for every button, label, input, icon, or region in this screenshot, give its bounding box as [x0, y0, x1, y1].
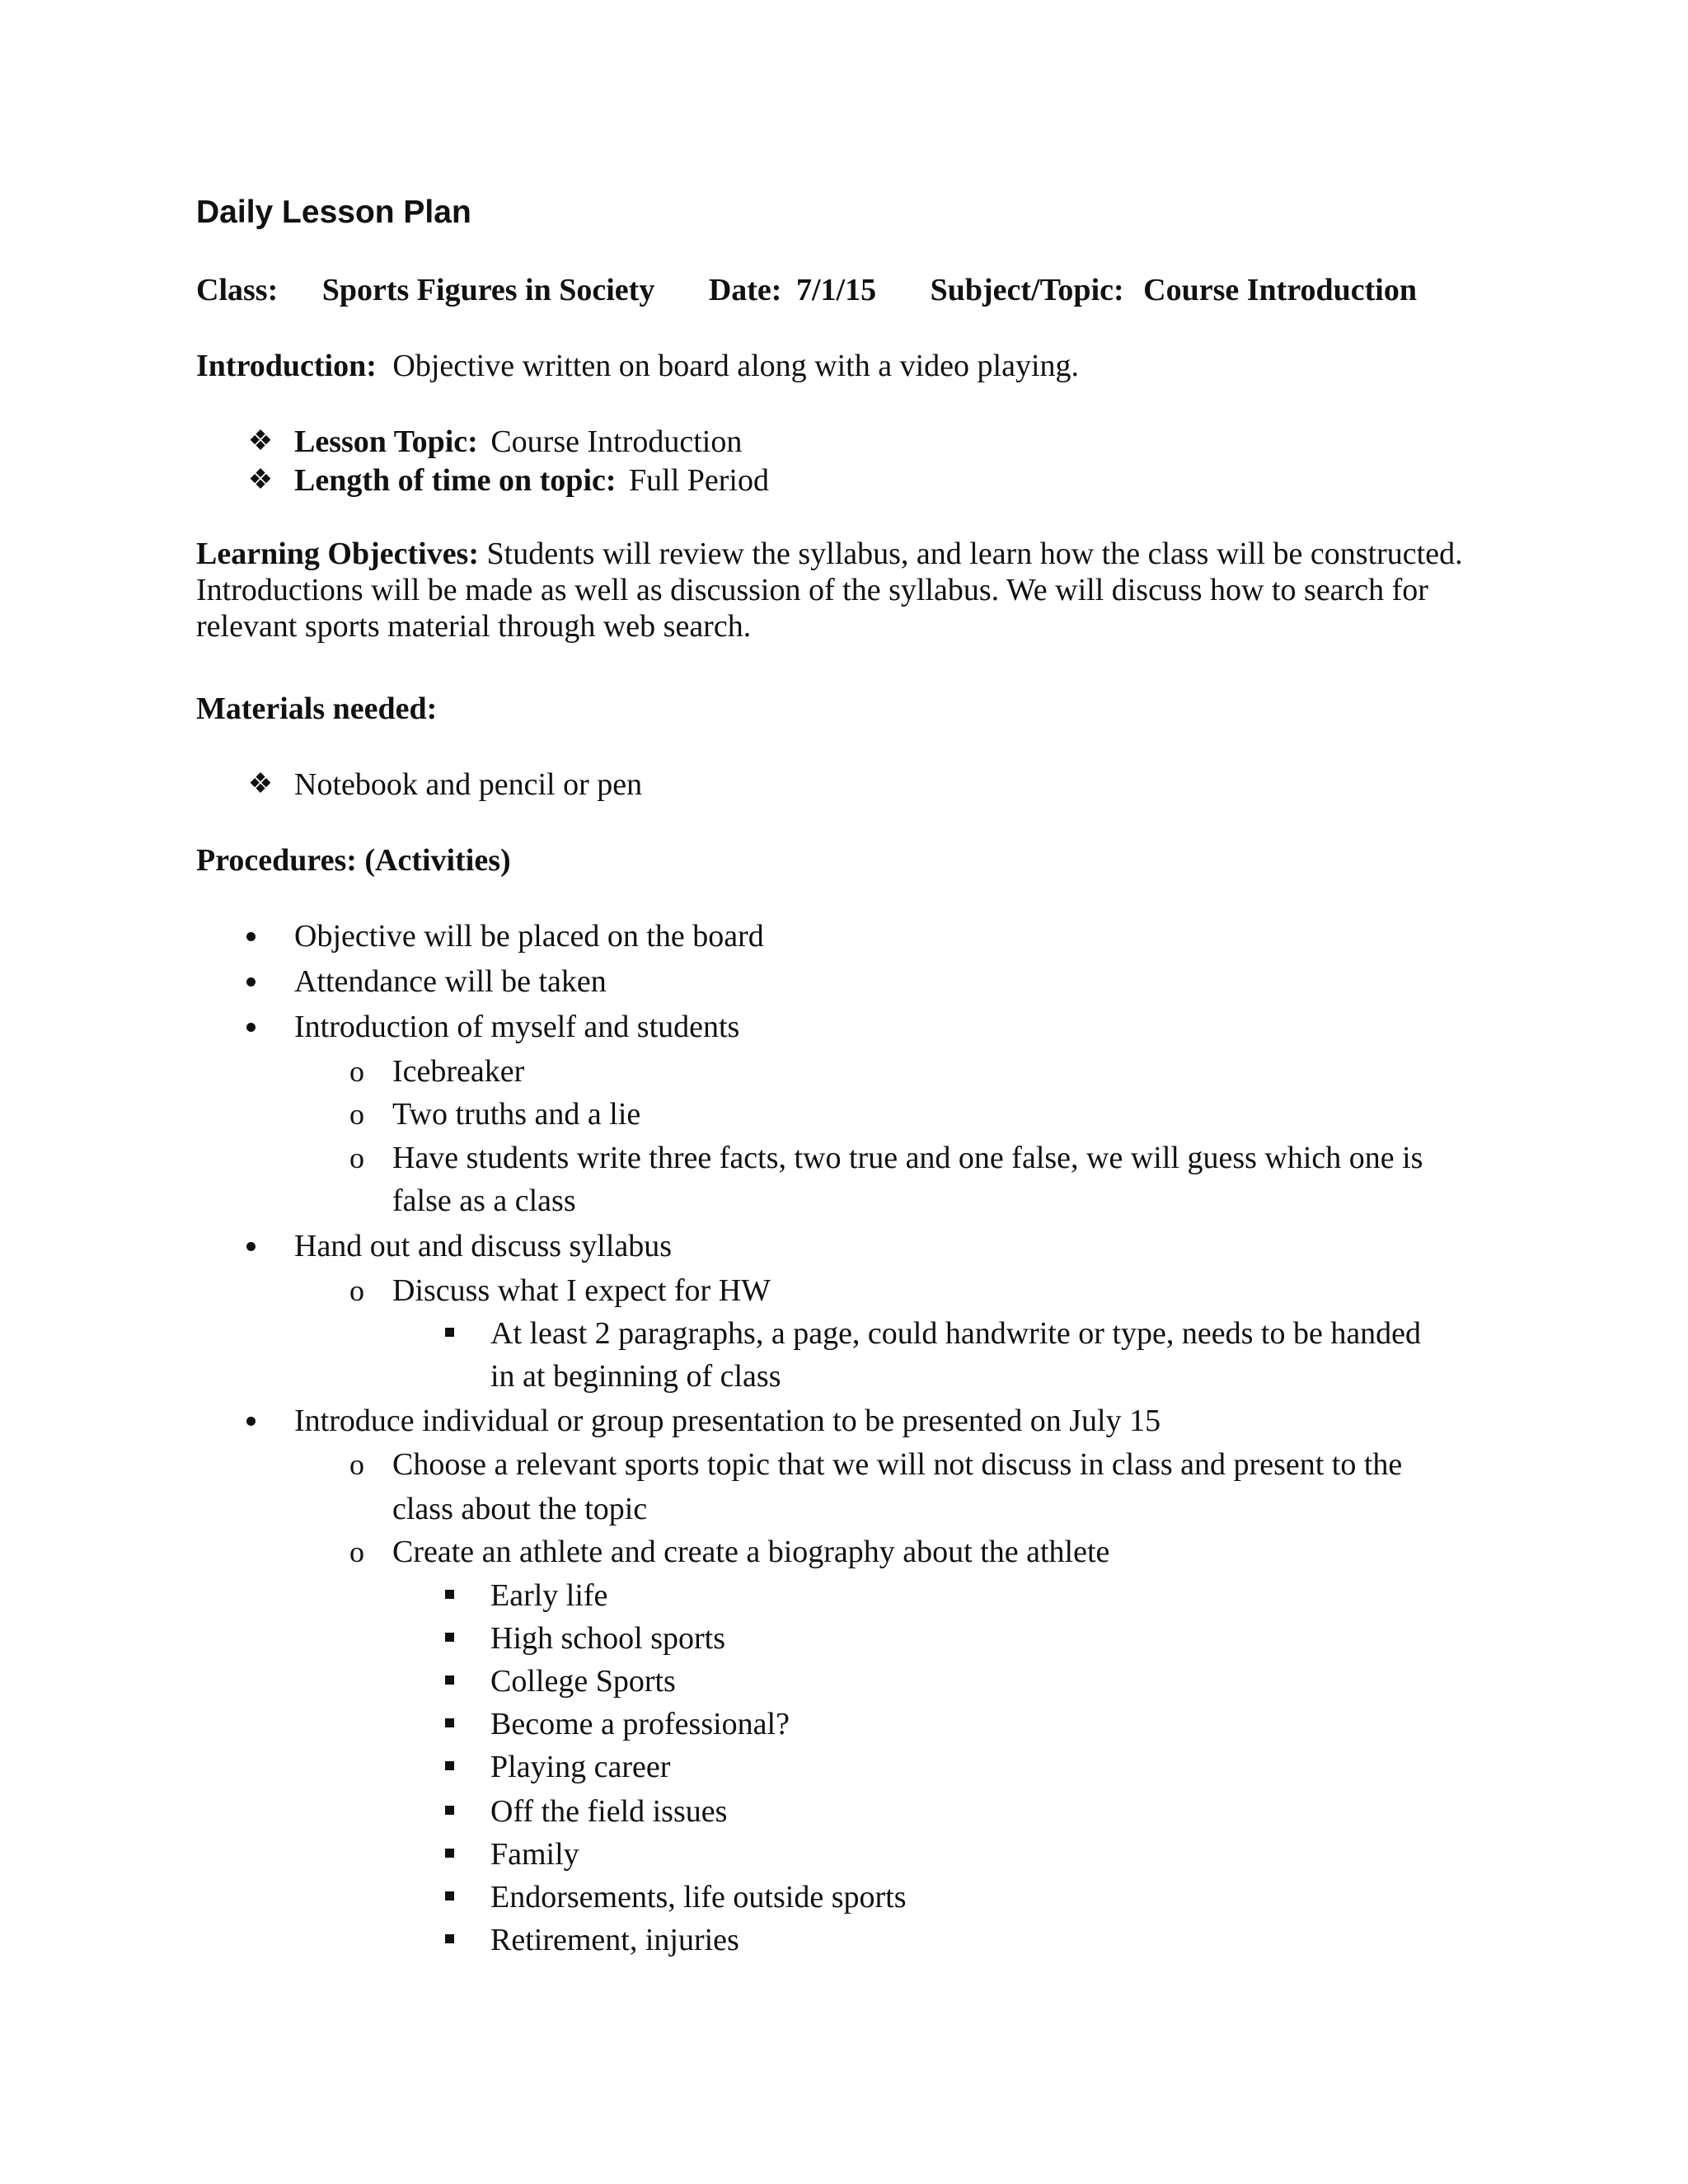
- date-value: 7/1/15: [795, 273, 877, 307]
- circle-bullet-icon: o: [349, 1535, 364, 1568]
- subject-value: Course Introduction: [1143, 273, 1417, 307]
- procedure-subitem: Discuss what I expect for HW: [392, 1273, 771, 1308]
- procedure-item: Introduce individual or group presentation to be presented on July 15: [294, 1404, 1161, 1438]
- class-info-line: [196, 269, 1417, 312]
- procedure-subitem-continuation: false as a class: [392, 1183, 576, 1218]
- circle-bullet-icon: o: [349, 1274, 364, 1307]
- athlete-bio-item: Playing career: [490, 1750, 671, 1784]
- procedure-item: Objective will be placed on the board: [294, 919, 764, 954]
- class-label: Class:: [196, 273, 279, 307]
- athlete-bio-item: High school sports: [490, 1621, 725, 1656]
- athlete-bio-item: Retirement, injuries: [490, 1923, 739, 1957]
- procedure-item: Attendance will be taken: [294, 964, 607, 999]
- procedure-subitem: Choose a relevant sports topic that we will not discuss in class and present to the: [392, 1447, 1403, 1482]
- date-label: Date:: [708, 273, 782, 307]
- topic-item: [294, 459, 769, 502]
- athlete-bio-item: Early life: [490, 1578, 608, 1613]
- athlete-bio-item: Become a professional?: [490, 1707, 790, 1741]
- topic-item-label: Length of time on topic:: [294, 463, 617, 498]
- procedure-subitem: Have students write three facts, two true and one false, we will guess which one is: [392, 1141, 1423, 1175]
- diamond-bullet-icon: ❖: [247, 465, 274, 495]
- materials-item: Notebook and pencil or pen: [294, 767, 643, 802]
- circle-bullet-icon: o: [349, 1141, 364, 1174]
- procedure-item: Introduction of myself and students: [294, 1010, 740, 1044]
- diamond-bullet-icon: ❖: [247, 426, 274, 457]
- topic-item-value: Course Introduction: [490, 424, 743, 459]
- learning-objectives-label: Learning Objectives:: [196, 537, 480, 571]
- subject-label: Subject/Topic:: [930, 273, 1124, 307]
- topic-item-label: Lesson Topic:: [294, 424, 478, 459]
- introduction-label: Introduction:: [196, 349, 377, 383]
- topic-item-value: Full Period: [629, 463, 769, 498]
- procedure-item: Hand out and discuss syllabus: [294, 1229, 673, 1263]
- circle-bullet-icon: o: [349, 1448, 364, 1481]
- athlete-bio-item: Endorsements, life outside sports: [490, 1880, 907, 1915]
- procedures-heading: Procedures: (Activities): [196, 843, 511, 878]
- procedure-subitem: Two truths and a lie: [392, 1097, 641, 1132]
- athlete-bio-item: College Sports: [490, 1664, 676, 1699]
- athlete-bio-item: Off the field issues: [490, 1794, 728, 1829]
- class-value: Sports Figures in Society: [321, 273, 655, 307]
- topic-item: [294, 420, 742, 463]
- procedure-subitem: Create an athlete and create a biography about the athlete: [392, 1535, 1110, 1569]
- materials-heading: Materials needed:: [196, 691, 438, 726]
- procedure-subitem: Icebreaker: [392, 1054, 525, 1089]
- athlete-bio-item: Family: [490, 1837, 579, 1872]
- learning-objectives: [196, 536, 1482, 644]
- circle-bullet-icon: o: [349, 1098, 364, 1131]
- circle-bullet-icon: o: [349, 1055, 364, 1088]
- procedure-subitem-continuation: class about the topic: [392, 1492, 648, 1526]
- procedure-subsubitem-continuation: in at beginning of class: [490, 1359, 781, 1394]
- document-title: Daily Lesson Plan: [196, 194, 471, 230]
- learning-objectives-text: Students will review the syllabus, and learn how the class will be constructed. Introductions will be made as well as discussion of the syllabus. We will discuss how to search for relevant sports material through web search.: [196, 537, 1463, 644]
- introduction-line: [196, 344, 1079, 387]
- diamond-bullet-icon: ❖: [247, 769, 274, 799]
- procedure-subsubitem: At least 2 paragraphs, a page, could handwrite or type, needs to be handed: [490, 1316, 1422, 1351]
- introduction-text: Objective written on board along with a video playing.: [392, 349, 1080, 383]
